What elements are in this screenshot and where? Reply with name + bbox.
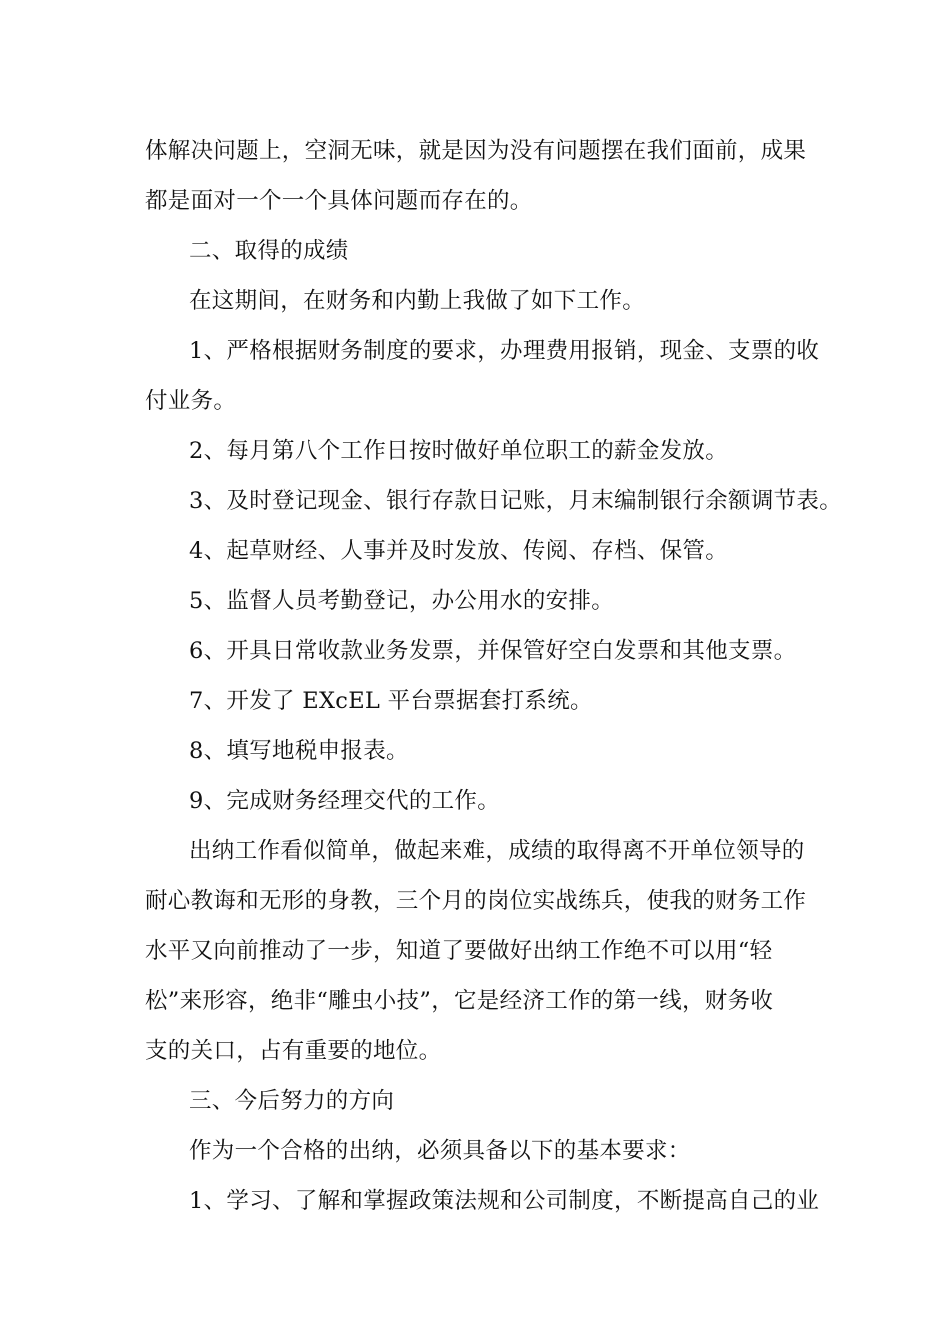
body-text-line: 付业务。 [145,388,237,414]
body-text-line: 都是面对一个一个具体问题而存在的。 [145,188,533,214]
section-heading: 三、今后努力的方向 [189,1088,395,1114]
list-item: 4、起草财经、人事并及时发放、传阅、存档、保管。 [189,538,729,564]
list-item: 2、每月第八个工作日按时做好单位职工的薪金发放。 [189,438,729,464]
list-item: 3、及时登记现金、银行存款日记账，月末编制银行余额调节表。 [189,488,843,514]
body-text-line: 耐心教诲和无形的身教，三个月的岗位实战练兵，使我的财务工作 [145,888,807,914]
list-item: 1、学习、了解和掌握政策法规和公司制度，不断提高自己的业 [189,1188,820,1214]
section-heading: 二、取得的成绩 [189,238,349,264]
body-text-line: 水平又向前推动了一步，知道了要做好出纳工作绝不可以用“轻 [145,938,773,964]
list-item: 9、完成财务经理交代的工作。 [189,788,501,814]
body-text-line: 出纳工作看似简单，做起来难，成绩的取得离不开单位领导的 [189,838,805,864]
body-text-line: 体解决问题上，空洞无味，就是因为没有问题摆在我们面前，成果 [145,138,807,164]
list-item: 8、填写地税申报表。 [189,738,409,764]
body-text-line: 松”来形容，绝非“雕虫小技”，它是经济工作的第一线，财务收 [145,988,774,1014]
list-item: 1、严格根据财务制度的要求，办理费用报销，现金、支票的收 [189,338,820,364]
list-item: 5、监督人员考勤登记，办公用水的安排。 [189,588,615,614]
body-text-line: 支的关口，占有重要的地位。 [145,1038,442,1064]
list-item: 6、开具日常收款业务发票，并保管好空白发票和其他支票。 [189,638,797,664]
body-text-line: 在这期间，在财务和内勤上我做了如下工作。 [189,288,646,314]
body-text-line: 作为一个合格的出纳，必须具备以下的基本要求： [189,1138,691,1164]
list-item: 7、开发了 EXcEL 平台票据套打系统。 [189,688,593,714]
